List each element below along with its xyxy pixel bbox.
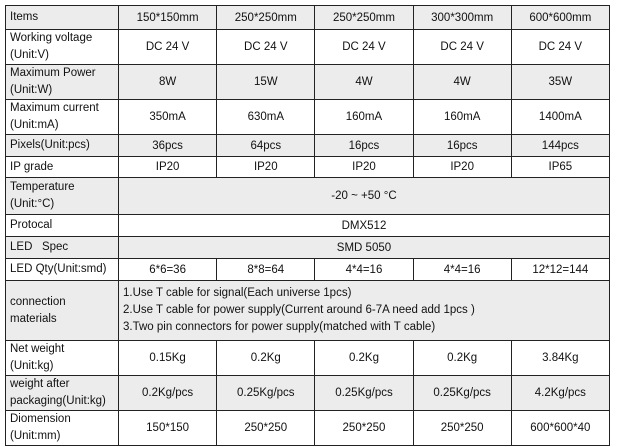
row-label: LED Spec (6, 237, 119, 259)
cell-value: 4W (413, 65, 511, 100)
spec-table (5, 5, 610, 446)
header-size: 250*250mm (315, 6, 413, 30)
cell-value: 4W (315, 65, 413, 100)
row-dimension (6, 411, 610, 446)
row-label: LED Qty(Unit:smd) (6, 259, 119, 281)
cell-value: 630mA (217, 100, 315, 135)
row-label-line: Net weight (10, 343, 65, 355)
cell-value: 150*150 (119, 411, 217, 446)
cell-value-merged: SMD 5050 (119, 237, 610, 259)
row-ip-grade (6, 157, 610, 178)
row-label: IP grade (6, 157, 119, 178)
row-label-line: Maximum current (10, 102, 99, 114)
row-label: Pixels(Unit:pcs) (6, 135, 119, 157)
cell-value: 16pcs (315, 135, 413, 157)
header-size: 150*150mm (119, 6, 217, 30)
cell-value: IP20 (413, 157, 511, 178)
row-label-line: (Unit:mA) (10, 119, 59, 131)
row-led-qty (6, 259, 610, 281)
row-led-spec (6, 237, 610, 259)
row-label-line: Temperature (10, 181, 75, 193)
row-label (6, 376, 119, 411)
cell-value: 250*250 (413, 411, 511, 446)
row-protocal (6, 215, 610, 237)
cell-value: 8W (119, 65, 217, 100)
cell-value-merged: -20 ~ +50 °C (119, 178, 610, 215)
cell-value: DC 24 V (217, 30, 315, 65)
row-maximum-current (6, 100, 610, 135)
header-size: 300*300mm (413, 6, 511, 30)
row-weight-after-packaging (6, 376, 610, 411)
row-label (6, 65, 119, 100)
connection-note: 2.Use T cable for power supply(Current around 6-7A need add 1pcs ) (123, 304, 475, 316)
cell-value: 35W (511, 65, 609, 100)
cell-value: IP20 (217, 157, 315, 178)
header-items: Items (6, 6, 119, 30)
row-label-line: Working voltage (10, 32, 93, 44)
cell-value: DC 24 V (119, 30, 217, 65)
spec-table-wrapper (5, 5, 610, 446)
cell-value: 0.15Kg (119, 341, 217, 376)
cell-value: 0.2Kg/pcs (119, 376, 217, 411)
row-label-line: Diomension (10, 413, 71, 425)
connection-note: 3.Two pin connectors for power supply(matched with T cable) (123, 321, 436, 333)
cell-value: 12*12=144 (511, 259, 609, 281)
cell-value: 0.25Kg/pcs (413, 376, 511, 411)
cell-value: 0.2Kg (315, 341, 413, 376)
row-label-line: materials (10, 312, 57, 325)
row-temperature (6, 178, 610, 215)
row-label (6, 281, 119, 341)
row-label-line: (Unit:V) (10, 49, 49, 61)
cell-value: DC 24 V (413, 30, 511, 65)
cell-value: 3.84Kg (511, 341, 609, 376)
cell-value: 600*600*40 (511, 411, 609, 446)
row-pixels (6, 135, 610, 157)
cell-value: 1400mA (511, 100, 609, 135)
cell-value: IP20 (315, 157, 413, 178)
cell-value: DC 24 V (315, 30, 413, 65)
cell-value: 0.25Kg/pcs (315, 376, 413, 411)
cell-value: DC 24 V (511, 30, 609, 65)
row-label (6, 30, 119, 65)
row-label-line: (Unit:mm) (10, 430, 61, 442)
row-net-weight (6, 341, 610, 376)
cell-value: 64pcs (217, 135, 315, 157)
row-label-line: Maximum Power (10, 67, 96, 79)
row-label (6, 178, 119, 215)
row-label-line: packaging(Unit:kg) (10, 395, 106, 407)
row-working-voltage (6, 30, 610, 65)
cell-value: 160mA (413, 100, 511, 135)
cell-value: 350mA (119, 100, 217, 135)
header-size: 250*250mm (217, 6, 315, 30)
connection-note: 1.Use T cable for signal(Each universe 1pcs) (123, 287, 352, 299)
cell-value: IP65 (511, 157, 609, 178)
cell-value: 0.2Kg (217, 341, 315, 376)
cell-value: 0.25Kg/pcs (217, 376, 315, 411)
cell-value: 250*250 (315, 411, 413, 446)
connection-notes (119, 281, 610, 341)
cell-value: IP20 (119, 157, 217, 178)
row-maximum-power (6, 65, 610, 100)
cell-value: 0.2Kg (413, 341, 511, 376)
header-row (6, 6, 610, 30)
row-label (6, 100, 119, 135)
cell-value: 4.2Kg/pcs (511, 376, 609, 411)
row-connection-materials (6, 281, 610, 341)
cell-value: 8*8=64 (217, 259, 315, 281)
cell-value-merged: DMX512 (119, 215, 610, 237)
row-label-line: (Unit:W) (10, 84, 53, 96)
row-label-line: (Unit:kg) (10, 360, 54, 372)
cell-value: 15W (217, 65, 315, 100)
cell-value: 144pcs (511, 135, 609, 157)
row-label-line: weight after (10, 378, 70, 390)
row-label-line: (Unit:°C) (10, 198, 55, 210)
row-label (6, 411, 119, 446)
cell-value: 4*4=16 (315, 259, 413, 281)
cell-value: 16pcs (413, 135, 511, 157)
cell-value: 6*6=36 (119, 259, 217, 281)
cell-value: 36pcs (119, 135, 217, 157)
cell-value: 4*4=16 (413, 259, 511, 281)
row-label: Protocal (6, 215, 119, 237)
row-label (6, 341, 119, 376)
row-label-line: connection (10, 295, 66, 308)
cell-value: 250*250 (217, 411, 315, 446)
header-size: 600*600mm (511, 6, 609, 30)
cell-value: 160mA (315, 100, 413, 135)
